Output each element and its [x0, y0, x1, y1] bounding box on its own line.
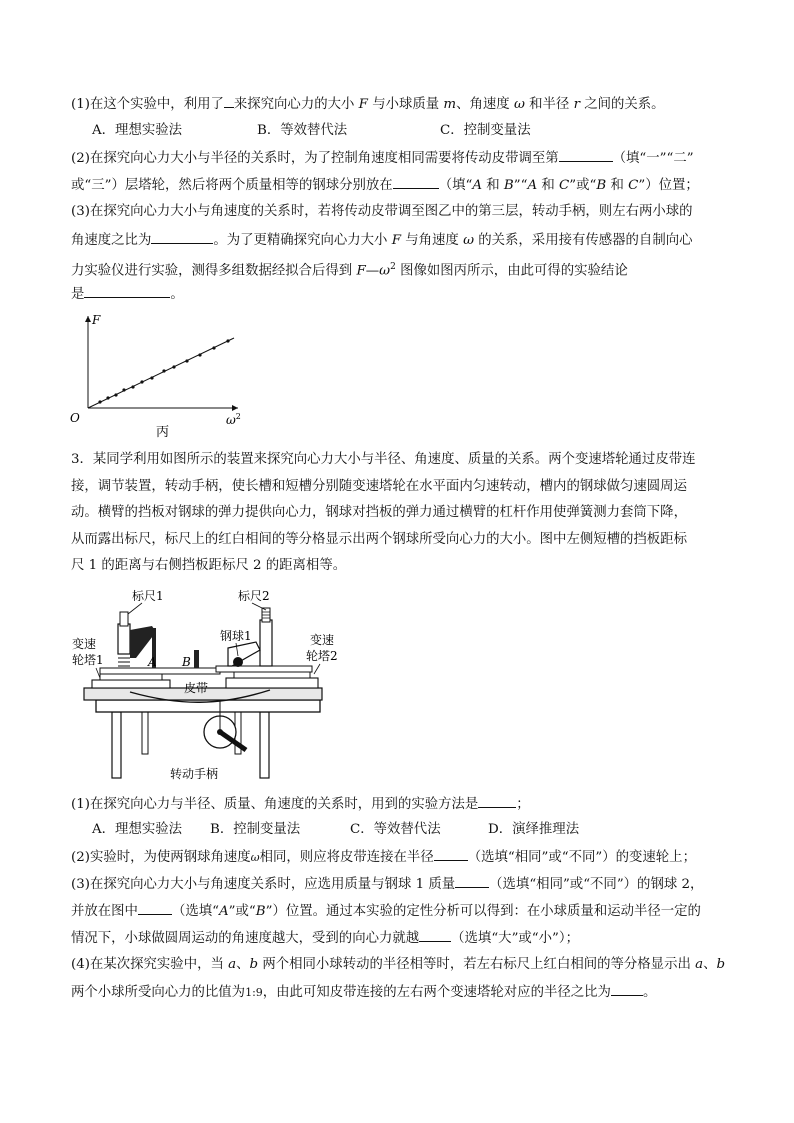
data-point	[150, 376, 153, 379]
data-point	[226, 339, 229, 342]
ruler2-sleeve	[260, 620, 272, 666]
q3-part4-line1: (4)在某次探究实验中，当 a、b 两个相同小球转动的半径相等时，若左右标尺上红白相间的等分格显示出 a、b	[71, 957, 726, 972]
option-a[interactable]: A．理想实验法	[92, 822, 183, 837]
q3-intro-line: 从而露出标尺，标尺上的红白相间的等分格显示出两个钢球所受向心力的大小。图中左侧短槽的挡板距标	[71, 532, 687, 547]
table-leg	[112, 712, 121, 778]
q2-part3-line2: 角速度之比为 。为了更精确探究向心力大小 F 与角速度 ω 的关系，采用接有传感器的自制向心	[71, 233, 693, 248]
q2-part3-line4: 是 。	[71, 287, 184, 302]
table-leg	[260, 712, 269, 778]
data-point	[212, 346, 215, 349]
answer-blank[interactable]	[434, 848, 468, 861]
data-point	[172, 365, 175, 368]
leader-line	[252, 603, 266, 610]
q3-part3-line2: 并放在图中 （选填“A”或“B”）位置。通过本实验的定性分析可以得到：在小球质量和运动半径一定的	[71, 904, 701, 919]
steel-ball-1	[233, 657, 243, 667]
answer-blank[interactable]	[138, 902, 172, 915]
tower-wheel-left	[92, 680, 170, 688]
leader-line	[314, 664, 320, 674]
data-point	[198, 353, 201, 356]
label-ruler1: 标尺1	[132, 589, 164, 603]
option-a[interactable]: A．理想实验法	[92, 123, 183, 138]
spring-left	[118, 654, 130, 666]
answer-blank[interactable]	[455, 875, 489, 888]
q3-intro-line: 接，调节装置，转动手柄，使长槽和短槽分别随变速塔轮在水平面内匀速转动，槽内的钢球做匀速圆周运	[71, 479, 687, 494]
data-point	[122, 388, 125, 391]
label-handle: 转动手柄	[170, 767, 219, 781]
answer-blank[interactable]	[84, 285, 170, 298]
q3-intro-line: 动。横臂的挡板对钢球的弹力提供向心力，钢球对挡板的弹力通过横臂的杠杆作用使弹簧测力套筒下降，	[71, 505, 687, 520]
ruler1	[120, 612, 128, 626]
leader-line	[96, 668, 100, 678]
leader-line	[128, 603, 142, 614]
q3-part3-line3: 情况下，小球做圆周运动的角速度越大，受到的向心力就越 （选填“大”或“小”）；	[71, 931, 579, 946]
label-tower-left-2: 轮塔1	[72, 653, 104, 667]
tower-wheel-right	[226, 678, 318, 688]
label-ruler2: 标尺2	[238, 589, 270, 603]
q3-intro-line: 3．某同学利用如图所示的装置来探究向心力大小与半径、角速度、质量的关系。两个变速塔轮通过皮带连	[71, 452, 696, 467]
ruler1-sleeve	[118, 624, 130, 654]
answer-blank[interactable]	[611, 983, 643, 996]
option-b[interactable]: B．控制变量法	[210, 822, 301, 837]
tower-wheel-left	[100, 674, 162, 680]
tower-wheel-right	[234, 672, 310, 678]
option-c[interactable]: C．等效替代法	[350, 822, 441, 837]
label-ball1: 钢球1	[220, 629, 252, 643]
answer-blank[interactable]	[151, 231, 213, 244]
q2-part3-line3: 力实验仪进行实验，测得多组数据经拟合后得到 $F—\omega^2$ 图像如图丙所示，由此可得的实验结论	[71, 262, 628, 279]
label-belt: 皮带	[184, 681, 209, 695]
q2-part2-line2: 或“三”）层塔轮，然后将两个质量相等的钢球分别放在 （填“A 和 B”“A 和 C”或“B 和 C”）位置；	[71, 178, 699, 193]
answer-blank[interactable]	[478, 795, 516, 808]
q3-part2: (2)实验时，为使两钢球角速度ω相同，则应将皮带连接在半径 （选填“相同”或“不同”）的变速轮上；	[71, 850, 696, 865]
label-tower-right-1: 变速	[310, 633, 335, 647]
q2-part3-line1: (3)在探究向心力大小与角速度的关系时，若将传动皮带调至图乙中的第三层，转动手柄，则左右两小球的	[71, 204, 693, 219]
data-point	[140, 380, 143, 383]
table-leg	[142, 712, 148, 754]
answer-blank[interactable]	[419, 929, 451, 942]
q3-part1: (1)在探究向心力与半径、质量、角速度的关系时，用到的实验方法是 ；	[71, 797, 530, 812]
apparatus-figure	[70, 582, 350, 788]
option-d[interactable]: D．演绎推理法	[488, 822, 580, 837]
x-axis-label: $\omega^2$	[226, 412, 241, 427]
data-point	[106, 396, 109, 399]
q3-part4-line2: 两个小球所受向心力的比值为1:9，由此可知皮带连接的左右两个变速塔轮对应的半径之比为 。	[71, 985, 657, 1000]
data-point	[98, 400, 101, 403]
answer-blank[interactable]	[224, 95, 234, 108]
option-c[interactable]: C．控制变量法	[440, 123, 531, 138]
q3-part3-line1: (3)在探究向心力大小与角速度关系时，应选用质量与钢球 1 质量 （选填“相同”或“不同”）的钢球 2，	[71, 877, 704, 892]
lever-right	[228, 642, 260, 666]
figure-caption: 丙	[156, 425, 170, 440]
label-A: A	[148, 655, 157, 669]
answer-blank[interactable]	[559, 149, 613, 162]
fit-line	[88, 338, 234, 408]
y-axis-label: F	[92, 313, 101, 327]
label-tower-left-1: 变速	[72, 637, 97, 651]
groove-right	[216, 666, 312, 672]
answer-blank[interactable]	[393, 176, 439, 189]
baffle-B	[194, 650, 199, 668]
q3-intro-line: 尺 1 的距离与右侧挡板距标尺 2 的距离相等。	[71, 558, 347, 573]
q2-part1: (1)在这个实验中，利用了 来探究向心力的大小 F 与小球质量 m、角速度 ω 和半径 r 之间的关系。	[71, 97, 665, 112]
option-b[interactable]: B．等效替代法	[257, 123, 348, 138]
q2-part2-line1: (2)在探究向心力大小与半径的关系时，为了控制角速度相同需要将传动皮带调至第 （填“一”“二”	[71, 151, 694, 166]
data-point	[162, 369, 165, 372]
label-tower-right-2: 轮塔2	[306, 649, 338, 663]
graph-bing	[66, 308, 256, 440]
origin-label: O	[70, 411, 80, 425]
data-point	[185, 359, 188, 362]
data-point	[114, 393, 117, 396]
data-point	[131, 385, 134, 388]
groove-left	[100, 668, 220, 674]
label-B: B	[182, 655, 191, 669]
